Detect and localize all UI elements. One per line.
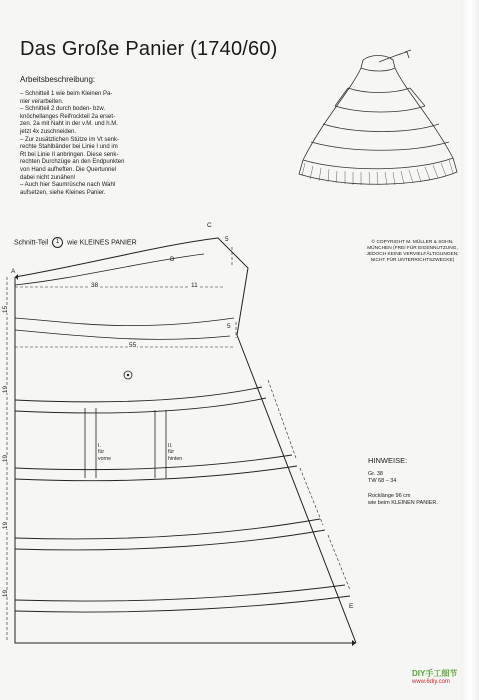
measure-5-top: 5 (225, 236, 229, 243)
point-b-label: B (170, 256, 175, 263)
description-line: knöchellanges Reifrockteil 2a erset- (20, 113, 116, 120)
stay-line-two-label (168, 443, 182, 462)
measure-38: 38 (91, 282, 99, 289)
measure-5-side: 5 (227, 323, 231, 330)
watermark-text: DIY手工细节 (412, 669, 458, 678)
measure-19-fourth: 19 (2, 589, 10, 598)
description-line: Rt bei Linie II anbringen. Diese senk- (20, 151, 119, 158)
description-line: rechten Durchzüge an den Endpunkten (20, 159, 125, 166)
pattern-number-badge: 1 (52, 237, 63, 248)
measure-55: 55 (129, 342, 137, 349)
hinweise-waist: TW 68 – 34 (368, 478, 397, 484)
copyright-notice (355, 240, 470, 264)
stay-line-one-label (98, 443, 111, 462)
pattern-outline-top-right (15, 238, 356, 643)
hinweise-length: Rocklänge 96 cm (368, 493, 411, 499)
stay-line-two-text2: hinten (168, 455, 183, 462)
description-text (20, 91, 160, 197)
page-edge-strip (461, 0, 479, 700)
panier-illustration (293, 40, 461, 190)
stay-line-one-text1: für (98, 449, 105, 456)
description-line: – Zur zusätzlichen Stütze im Vt senk- (20, 136, 120, 143)
description-line: – Schnitteil 2 durch boden- bzw. (20, 106, 106, 113)
pattern-outline-left-bottom (15, 277, 356, 643)
point-a-label: A (11, 268, 16, 275)
description-line: dabei nicht zunähen! (20, 174, 76, 181)
description-line: – Schnitteil 1 wie beim Kleinen Pa- (20, 91, 113, 97)
hinweise-reference: wie beim KLEINEN PANIER. (368, 500, 438, 506)
description-line: – Auch hier Saumrüsche nach Wahl (20, 182, 116, 189)
measure-19-first: 19 (2, 385, 10, 394)
stay-line-one-roman: I. (98, 443, 101, 449)
hinweise-heading: HINWEISE: (368, 456, 408, 465)
point-c-label: C (207, 222, 212, 229)
description-line: jetzt 4x zuschneiden. (20, 128, 77, 135)
description-heading: Arbeitsbeschreibung: (20, 75, 96, 84)
watermark-url: www.6diy.com (412, 679, 450, 685)
copyright-line: NICHT FÜR UNTERRICHTSZWECKE) (370, 258, 455, 263)
copyright-line: JEDOCH KEINE VERVIELFÄLTIGUNGEN; (366, 252, 459, 257)
description-line: nier verarbeiten. (20, 98, 64, 105)
stay-line-two-text1: für (168, 449, 175, 456)
pattern-label-prefix: Schnitt-Teil (14, 239, 49, 247)
description-line: rechte Stahlbänder bei Linie I und im (20, 144, 118, 151)
pattern-drawing (0, 230, 370, 650)
copyright-line: © COPYRIGHT M. MÜLLER & SOHN, (371, 240, 454, 245)
site-watermark (412, 668, 457, 685)
measure-19-third: 19 (2, 521, 10, 530)
stay-line-two-roman: II. (168, 443, 173, 449)
measure-11: 11 (191, 282, 198, 289)
description-line: von Hand aufheften. Die Quertunnel (20, 166, 117, 173)
description-line: zen. 2a mit Naht in der v.M. und h.M. (20, 121, 118, 128)
copyright-line: MÜNCHEN (FREI FÜR EIGENNUTZUNG, (367, 246, 458, 251)
pattern-label-suffix: wie KLEINES PANIER (67, 239, 137, 247)
stay-line-one-text2: vorne (98, 455, 111, 462)
hinweise-size: Gr. 38 (368, 471, 383, 477)
point-e-label: E (349, 603, 354, 610)
measure-19-second: 19 (2, 454, 10, 463)
measure-15: 15 (2, 305, 10, 314)
page-title: Das Große Panier (1740/60) (20, 38, 278, 60)
description-line: aufsetzen, siehe Kleines Panier. (20, 189, 106, 196)
